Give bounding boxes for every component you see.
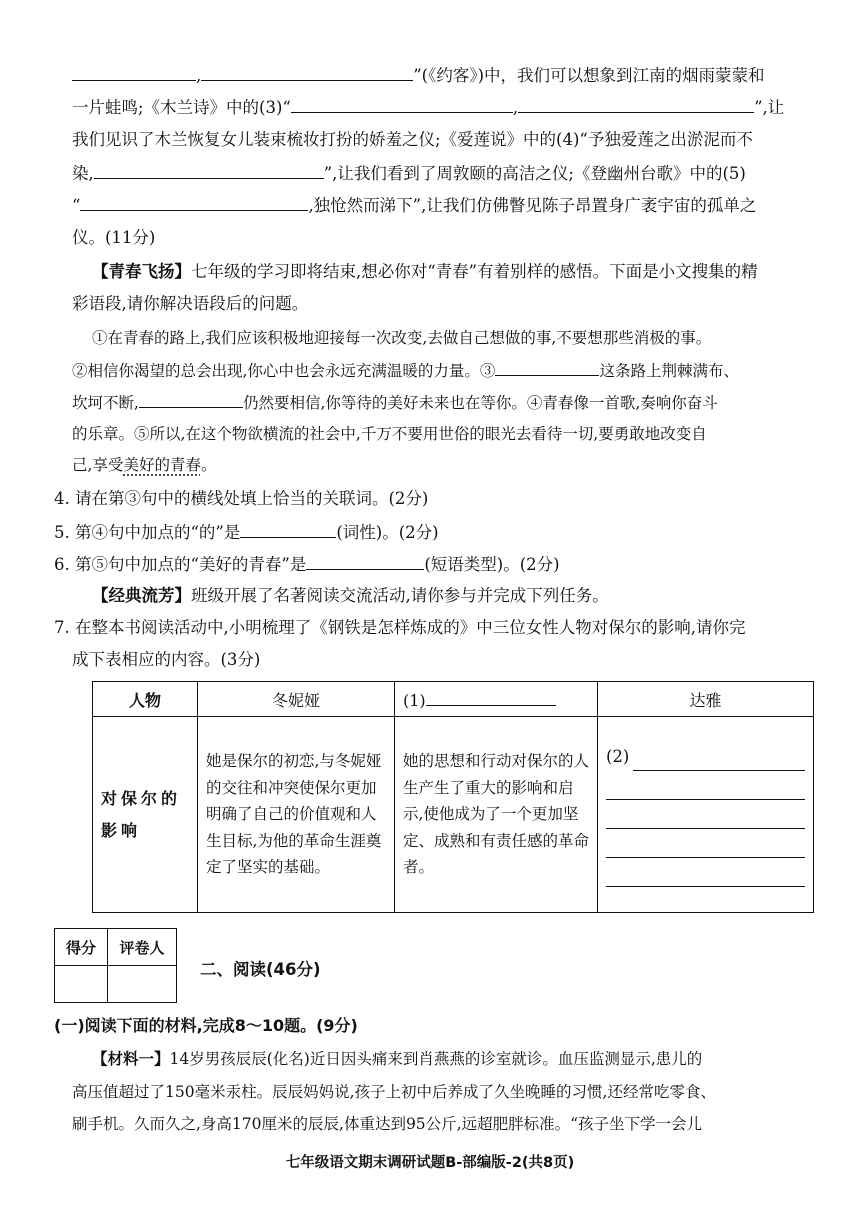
answer-line[interactable] bbox=[606, 771, 805, 800]
material-1-line-1: 【材料一】14岁男孩辰辰(化名)近日因头痛来到肖燕燕的诊室就诊。血压监测显示,患儿的 bbox=[92, 1050, 703, 1068]
classic-intro: 【经典流芳】班级开展了名著阅读交流活动,请你参与并完成下列任务。 bbox=[92, 586, 609, 605]
table-cell-col1: 她是保尔的初恋,与冬妮娅的交往和冲突使保尔更加明确了自己的价值观和人生目标,为他的革命生涯奠定了坚实的基础。 bbox=[198, 717, 395, 913]
material-1-line-3: 刷手机。久而久之,身高170厘米的辰辰,体重达到95公斤,远超肥胖标准。“孩子坐下学一会儿 bbox=[72, 1115, 703, 1133]
table-cell-col2: 她的思想和行动对保尔的人生产生了重大的影响和启示,使他成为了一个更加坚定、成熟和有责任感的革命者。 bbox=[395, 717, 598, 913]
poem-line-6: 仪。(11分) bbox=[72, 228, 156, 247]
poem-line-4: 染, ”,让我们看到了周敦颐的高洁之仪;《登幽州台歌》中的(5) bbox=[72, 160, 812, 187]
table-header-col3: 达雅 bbox=[598, 682, 814, 717]
question-7-line-1: 7. 在整本书阅读活动中,小明梳理了《钢铁是怎样炼成的》中三位女性人物对保尔的影响,请你完 bbox=[54, 618, 746, 637]
youth-passage-1: ①在青春的路上,我们应该积极地迎接每一次改变,去做自己想做的事,不要想那些消极的事。 bbox=[92, 329, 712, 347]
answer-blank[interactable] bbox=[240, 519, 336, 538]
poem-line-3: 我们见识了木兰恢复女儿装束梳妆打扮的娇羞之仪;《爱莲说》中的(4)“予独爱莲之出淤泥而不 bbox=[72, 130, 753, 149]
answer-blank[interactable] bbox=[94, 160, 324, 179]
poem-line-2: 一片蛙鸣;《木兰诗》中的(3)“ , ”,让 bbox=[72, 94, 812, 121]
answer-blank[interactable] bbox=[495, 357, 599, 376]
answer-line[interactable] bbox=[606, 858, 805, 887]
youth-passage-2: ②相信你渴望的总会出现,你心中也会永远充满温暖的力量。③ 这条路上荆棘满布、 bbox=[72, 357, 812, 384]
answer-blank[interactable] bbox=[139, 389, 243, 408]
answer-blank[interactable] bbox=[80, 192, 308, 211]
score-label: 得分 bbox=[55, 929, 108, 966]
table-header-col1: 冬妮娅 bbox=[198, 682, 395, 717]
youth-passage-4: 的乐章。⑤所以,在这个物欲横流的社会中,千万不要用世俗的眼光去看待一切,要勇敢地改变自 bbox=[72, 425, 707, 443]
youth-intro-2: 彩语段,请你解决语段后的问题。 bbox=[72, 294, 309, 313]
page-footer: 七年级语文期末调研试题B-部编版-2(共8页) bbox=[285, 1155, 575, 1171]
material-1-line-2: 高压值超过了150毫米汞柱。辰辰妈妈说,孩子上初中后养成了久坐晚睡的习惯,还经常吃零食、 bbox=[72, 1083, 716, 1101]
answer-line[interactable] bbox=[606, 800, 805, 829]
youth-passage-5: 己,享受美好的青春。 bbox=[72, 456, 217, 474]
score-box bbox=[54, 928, 177, 1003]
answer-blank[interactable] bbox=[201, 62, 413, 81]
table-header-person: 人物 bbox=[93, 682, 198, 717]
poem-line-5: “ ,独怆然而涕下”,让我们仿佛瞥见陈子昂置身广袤宇宙的孤单之 bbox=[72, 192, 812, 219]
poem-line-1: , ”(《约客》)中，我们可以想象到江南的烟雨蒙蒙和 bbox=[72, 62, 812, 89]
question-5: 5. 第④句中加点的“的”是 (词性)。(2分) bbox=[54, 519, 794, 546]
youth-passage-3: 坎坷不断, 仍然要相信,你等待的美好未来也在等你。④青春像一首歌,奏响你奋斗 bbox=[72, 389, 812, 416]
answer-blank[interactable] bbox=[72, 62, 196, 81]
section-2-sub-1: (一)阅读下面的材料,完成8～10题。(9分) bbox=[54, 1016, 358, 1035]
table-row-label: 对保尔的影响 bbox=[93, 717, 198, 913]
person-table bbox=[92, 681, 814, 913]
dotted-phrase: 美好的青春 bbox=[123, 456, 201, 474]
reviewer-entry[interactable] bbox=[108, 966, 177, 1003]
reviewer-label: 评卷人 bbox=[108, 929, 177, 966]
question-7-line-2: 成下表相应的内容。(3分) bbox=[72, 650, 261, 669]
section-2-title: 二、阅读(46分) bbox=[200, 960, 321, 979]
answer-blank[interactable] bbox=[306, 551, 424, 570]
answer-line[interactable] bbox=[606, 829, 805, 858]
answer-blank[interactable] bbox=[518, 94, 754, 113]
table-cell-col3[interactable]: (2) bbox=[598, 717, 814, 913]
youth-intro-1: 【青春飞扬】七年级的学习即将结束,想必你对“青春”有着别样的感悟。下面是小文搜集的精 bbox=[92, 262, 758, 281]
question-4: 4. 请在第③句中的横线处填上恰当的关联词。(2分) bbox=[54, 489, 429, 508]
question-6: 6. 第⑤句中加点的“美好的青春”是 (短语类型)。(2分) bbox=[54, 551, 794, 578]
score-entry[interactable] bbox=[55, 966, 108, 1003]
table-header-col2: (1) bbox=[395, 682, 598, 717]
answer-line[interactable] bbox=[633, 742, 805, 771]
answer-blank[interactable] bbox=[426, 689, 556, 706]
answer-blank[interactable] bbox=[291, 94, 513, 113]
